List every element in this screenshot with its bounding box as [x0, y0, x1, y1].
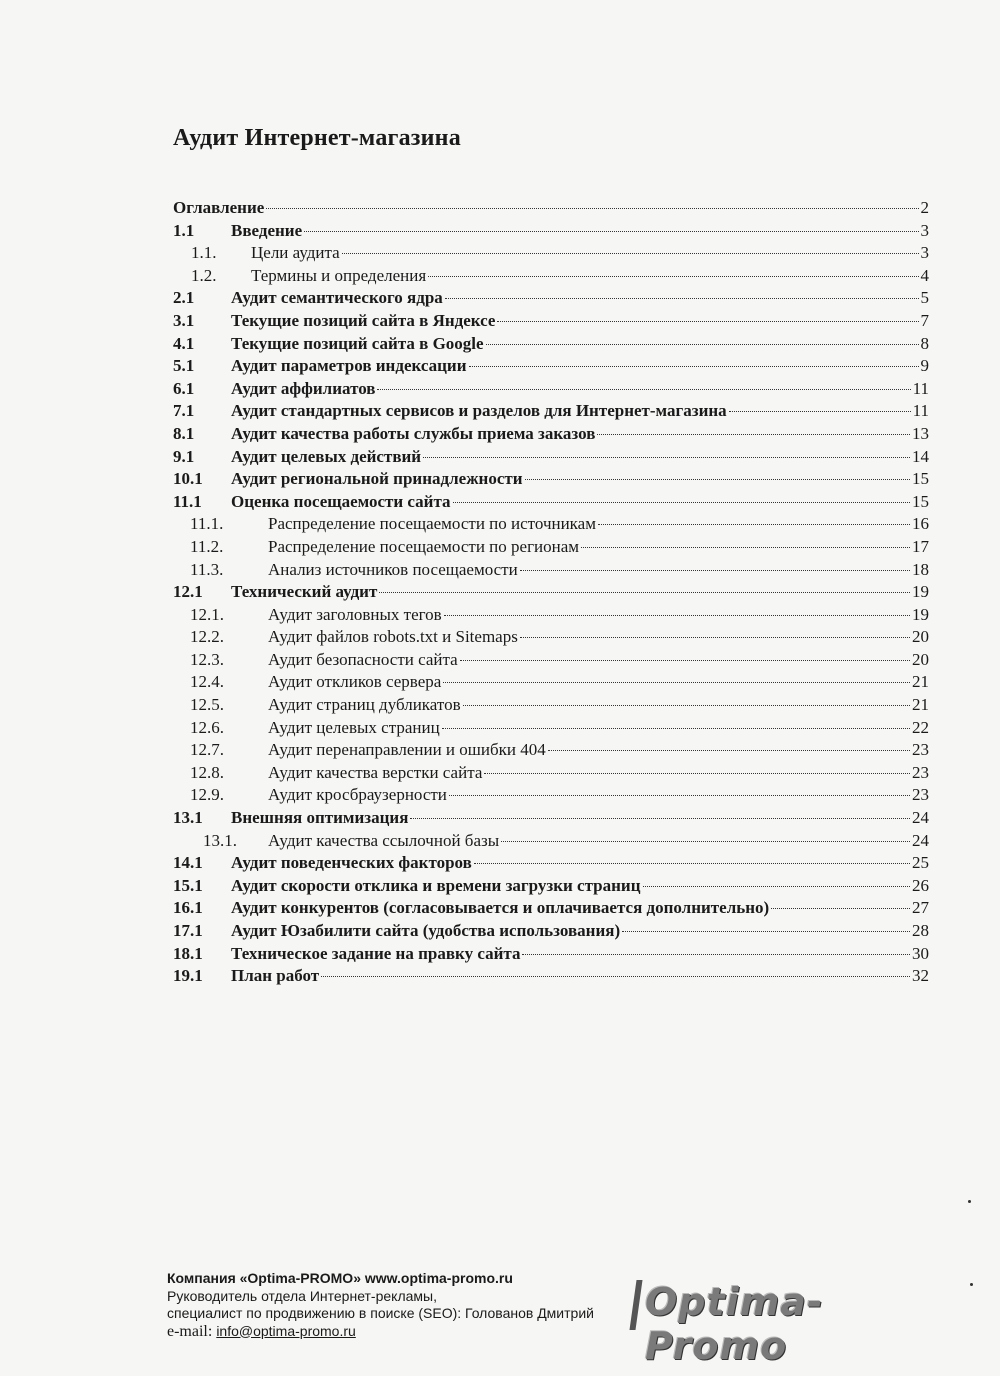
toc-entry-label: Аудит региональной принадлежности	[231, 469, 523, 489]
toc-entry-label: Аудит файлов robots.txt и Sitemaps	[268, 627, 518, 647]
toc-entry-label: Аудит качества работы службы приема заказов	[231, 423, 596, 443]
toc-entry-number: 11.1	[173, 491, 202, 511]
toc-entry-label: План работ	[231, 966, 320, 986]
toc-entry-leader	[444, 615, 910, 616]
toc-entry-number: 6.1	[173, 378, 195, 398]
toc-entry-page: 24	[912, 830, 929, 850]
toc-entry-label: Аудит откликов сервера	[268, 672, 442, 692]
toc-entry-leader	[597, 434, 910, 435]
toc-entry-number: 12.1.	[190, 604, 224, 624]
toc-entry-number: 3.1	[173, 310, 195, 330]
toc-entry-number: 4.1	[173, 333, 195, 353]
toc-entry-page: 22	[912, 717, 929, 737]
toc-entry-page: 20	[912, 649, 929, 669]
toc-entry[interactable]	[173, 243, 929, 266]
toc-entry-number: 12.2.	[190, 627, 224, 647]
toc-entry-page: 18	[912, 559, 929, 579]
toc-entry-page: 15	[912, 491, 929, 511]
toc-entry-label: Аудит конкурентов (согласовывается и оплачивается дополнительно)	[231, 898, 770, 918]
toc-entry-label: Аудит поведенческих факторов	[231, 853, 472, 873]
toc-entry-number: 1.2.	[191, 265, 217, 285]
toc-entry-page: 3	[920, 243, 929, 263]
toc-entry-leader	[771, 908, 910, 909]
toc-entry-page: 24	[912, 808, 929, 828]
toc-entry-label: Распределение посещаемости по источникам	[268, 514, 596, 534]
toc-entry[interactable]	[173, 921, 929, 944]
toc-entry[interactable]	[173, 469, 929, 492]
toc-entry-number: 13.1	[173, 808, 203, 828]
toc-entry-page: 19	[912, 582, 929, 602]
toc-entry[interactable]	[173, 898, 929, 921]
toc-entry-number: 12.3.	[190, 649, 224, 669]
toc-entry-leader	[581, 547, 910, 548]
toc-entry-label: Аудит Юзабилити сайта (удобства использования)	[231, 921, 621, 940]
toc-entry-number: 12.1	[173, 582, 203, 602]
toc-entry[interactable]	[173, 808, 929, 831]
toc-entry-leader	[522, 954, 910, 955]
logo-bar	[629, 1280, 642, 1330]
toc-entry-label: Аудит качества верстки сайта	[268, 762, 483, 782]
toc-entry[interactable]	[173, 763, 929, 786]
toc-entry-leader	[497, 321, 918, 322]
toc-entry-page: 4	[920, 265, 929, 285]
toc-entry-number: 12.4.	[190, 672, 224, 692]
footer	[167, 1270, 594, 1340]
toc-entry-page: 11	[912, 378, 929, 398]
toc-entry-label: Аудит кросбраузерности	[268, 785, 447, 805]
toc-entry-number: 12.7.	[190, 740, 224, 760]
toc-entry-label: Оценка посещаемости сайта	[231, 491, 451, 511]
toc-entry-leader	[463, 705, 910, 706]
toc-entry-page: 13	[912, 423, 929, 443]
scan-speck	[970, 1283, 973, 1286]
toc-entry-leader	[474, 863, 910, 864]
toc-entry-page: 14	[912, 446, 929, 466]
toc-entry-number: 8.1	[173, 423, 195, 443]
toc-entry-number: 1.1.	[191, 243, 217, 263]
toc-entry-page: 27	[912, 898, 929, 918]
toc-entry-page: 11	[912, 401, 929, 421]
toc-entry-leader	[442, 728, 910, 729]
toc-entry[interactable]	[173, 379, 929, 402]
toc-entry-label: Технический аудит	[231, 582, 378, 602]
toc-entry-leader	[379, 592, 910, 593]
toc-entry-number: 11.2.	[190, 536, 224, 556]
toc-entry-leader	[548, 750, 910, 751]
logo-text: Optima-Promo	[645, 1280, 824, 1368]
toc-entry-page: 20	[912, 627, 929, 647]
toc-entry[interactable]	[173, 672, 929, 695]
toc-entry-page: 32	[912, 966, 929, 986]
toc-entry-leader	[484, 773, 910, 774]
toc-entry-label: Аудит перенаправлении и ошибки 404	[268, 740, 546, 760]
toc-entry-label: Аудит параметров индексации	[231, 356, 467, 376]
toc-entry-page: 23	[912, 785, 929, 805]
toc-entry-label: Аудит безопасности сайта	[268, 649, 458, 669]
toc-entry[interactable]	[173, 401, 929, 424]
toc-entry-label: Термины и определения	[251, 265, 427, 285]
toc-entry-label: Аудит аффилиатов	[231, 378, 376, 398]
toc-entry-page: 21	[912, 695, 929, 715]
toc-entry-leader	[622, 931, 910, 932]
scan-speck	[968, 1200, 971, 1203]
toc-entry[interactable]	[173, 311, 929, 334]
toc-entry-page: 15	[912, 469, 929, 489]
toc-entry[interactable]	[173, 537, 929, 560]
toc-entry-label: Внешняя оптимизация	[231, 808, 409, 828]
toc-entry-page: 16	[912, 514, 929, 534]
toc-entry-page: 26	[912, 875, 929, 895]
toc-entry-label: Аудит семантического ядра	[231, 288, 443, 308]
toc-entry[interactable]	[173, 876, 929, 899]
toc-entry-page: 21	[912, 672, 929, 692]
toc-entry[interactable]	[173, 514, 929, 537]
toc-entry-label: Аудит страниц дубликатов	[268, 695, 461, 715]
toc-entry-page: 19	[912, 604, 929, 624]
toc-entry-page: 23	[912, 740, 929, 760]
toc-entry-label: Распределение посещаемости по регионам	[268, 536, 580, 556]
toc-entry-label: Цели аудита	[251, 243, 340, 263]
toc-entry-number: 12.6.	[190, 717, 224, 737]
toc-entry-page: 17	[912, 536, 929, 556]
toc-entry-page: 23	[912, 762, 929, 782]
toc-entry-leader	[304, 231, 918, 232]
toc-entry-leader	[445, 298, 919, 299]
toc-entry-leader	[449, 795, 910, 796]
footer-email-label: e-mail:	[167, 1322, 217, 1340]
toc-entry-number: 2.1	[173, 288, 195, 308]
toc-entry-leader	[486, 344, 919, 345]
toc-entry-leader	[410, 818, 910, 819]
toc-entry-number: 10.1	[173, 469, 203, 489]
toc-entry-leader	[520, 637, 910, 638]
toc-entry-label: Аудит качества ссылочной базы	[268, 830, 500, 850]
toc-entry-page: 28	[912, 921, 929, 940]
toc-entry-leader	[342, 253, 919, 254]
toc-entry[interactable]	[173, 944, 929, 967]
toc-entry-label: Аудит скорости отклика и времени загрузки страниц	[231, 875, 641, 895]
toc-entry-leader	[520, 570, 910, 571]
toc-entry-number: 14.1	[173, 853, 203, 873]
toc-entry[interactable]	[173, 853, 929, 876]
toc-entry-leader	[453, 502, 910, 503]
toc-entry-leader	[598, 524, 910, 525]
table-of-contents	[173, 198, 929, 989]
toc-entry-number: 12.9.	[190, 785, 224, 805]
toc-entry-number: 19.1	[173, 966, 203, 986]
toc-entry-number: 13.1.	[203, 830, 237, 850]
toc-entry[interactable]	[173, 447, 929, 470]
toc-entry-leader	[377, 389, 910, 390]
footer-role-line-2: специалист по продвижению в поиске (SEO): Голованов Дмитрий	[167, 1305, 594, 1321]
toc-entry[interactable]	[173, 492, 929, 515]
toc-entry[interactable]	[173, 560, 929, 583]
toc-entry-number: 9.1	[173, 446, 195, 466]
toc-entry[interactable]	[173, 424, 929, 447]
toc-entry-leader	[729, 411, 911, 412]
toc-entry-page: 7	[920, 310, 929, 330]
toc-entry[interactable]	[173, 785, 929, 808]
toc-entry[interactable]	[173, 831, 929, 854]
toc-entry[interactable]	[173, 221, 929, 244]
toc-entry[interactable]	[173, 582, 929, 605]
toc-entry-label: Текущие позиций сайта в Google	[231, 333, 484, 353]
toc-entry-label: Аудит заголовных тегов	[268, 604, 442, 624]
toc-entry[interactable]	[173, 740, 929, 763]
toc-entry-label: Текущие позиций сайта в Яндексе	[231, 310, 496, 330]
toc-entry-page: 5	[920, 288, 929, 308]
toc-entry-leader	[428, 276, 918, 277]
toc-entry[interactable]	[173, 334, 929, 357]
toc-entry-number: 18.1	[173, 943, 203, 963]
toc-entry-leader	[266, 208, 918, 209]
footer-company: Компания «Optima-PROMO» www.optima-promo.ru	[167, 1270, 513, 1286]
toc-entry-page: 2	[920, 198, 929, 217]
toc-entry-label: Техническое задание на правку сайта	[231, 943, 521, 963]
toc-entry-number: 11.3.	[190, 559, 224, 579]
toc-entry-number: 17.1	[173, 921, 203, 940]
footer-role-line-1: Руководитель отдела Интернет-рекламы,	[167, 1287, 437, 1304]
toc-entry-label: Оглавление	[173, 198, 265, 217]
toc-entry-label: Введение	[231, 220, 303, 240]
toc-entry[interactable]	[173, 198, 929, 221]
toc-entry-leader	[321, 976, 910, 977]
toc-entry[interactable]	[173, 695, 929, 718]
toc-entry-number: 16.1	[173, 898, 203, 918]
toc-entry-leader	[443, 682, 910, 683]
toc-entry-number: 7.1	[173, 401, 195, 421]
toc-entry-number: 5.1	[173, 356, 195, 376]
toc-entry[interactable]	[173, 288, 929, 311]
toc-entry-page: 3	[920, 220, 929, 240]
toc-entry-page: 8	[920, 333, 929, 353]
toc-entry-number: 12.8.	[190, 762, 224, 782]
toc-entry[interactable]	[173, 650, 929, 673]
toc-entry-leader	[423, 457, 910, 458]
toc-entry-number: 11.1.	[190, 514, 224, 534]
toc-entry-label: Анализ источников посещаемости	[268, 559, 518, 579]
toc-entry[interactable]	[173, 966, 929, 989]
footer-email	[167, 1323, 594, 1341]
toc-entry-leader	[643, 886, 911, 887]
toc-entry-page: 9	[920, 356, 929, 376]
toc-entry-number: 12.5.	[190, 695, 224, 715]
toc-entry-label: Аудит целевых действий	[231, 446, 422, 466]
toc-entry[interactable]	[173, 627, 929, 650]
toc-entry-leader	[469, 366, 919, 367]
toc-entry-page: 30	[912, 943, 929, 963]
toc-entry-page: 25	[912, 853, 929, 873]
document-title: Аудит Интернет-магазина	[173, 125, 461, 151]
toc-entry-leader	[525, 479, 910, 480]
toc-entry-label: Аудит целевых страниц	[268, 717, 440, 737]
company-logo	[633, 1278, 923, 1368]
toc-entry-label: Аудит стандартных сервисов и разделов для Интернет-магазина	[231, 401, 727, 421]
toc-entry-number: 15.1	[173, 875, 203, 895]
footer-email-link[interactable]: info@optima-promo.ru	[216, 1322, 356, 1339]
toc-entry[interactable]	[173, 718, 929, 741]
toc-entry[interactable]	[173, 605, 929, 628]
toc-entry-leader	[460, 660, 910, 661]
toc-entry[interactable]	[173, 356, 929, 379]
toc-entry-number: 1.1	[173, 220, 195, 240]
toc-entry[interactable]	[173, 266, 929, 289]
toc-entry-leader	[501, 841, 910, 842]
